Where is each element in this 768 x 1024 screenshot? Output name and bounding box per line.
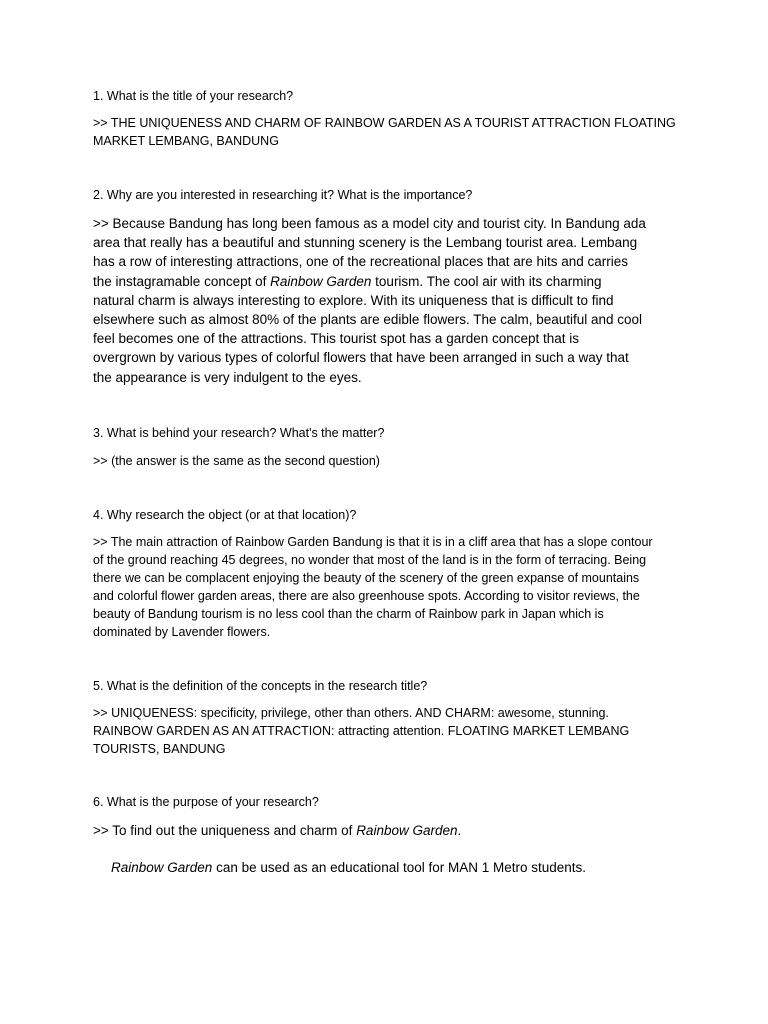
answer-1-line: MARKET LEMBANG, BANDUNG: [93, 134, 279, 148]
answer-5: [93, 704, 678, 758]
answer-6-line: [93, 821, 683, 840]
answer-4-line: >> The main attraction of Rainbow Garden Bandung is that it is in a cliff area that has a slope contour: [93, 535, 653, 549]
answer-4-line: beauty of Bandung tourism is no less cool than the charm of Rainbow park in Japan which is: [93, 607, 604, 621]
answer-1: [93, 114, 678, 150]
answer-3-line: >> (the answer is the same as the second question): [93, 454, 380, 468]
answer-2-line: feel becomes one of the attractions. This tourist spot has a garden concept that is: [93, 331, 580, 347]
answer-2: [93, 214, 683, 387]
answer-1-line: >> THE UNIQUENESS AND CHARM OF RAINBOW GARDEN AS A TOURIST ATTRACTION FLOATING: [93, 116, 676, 130]
answer-2-line: [93, 272, 683, 291]
rainbow-garden-emphasis: Rainbow Garden: [270, 273, 372, 289]
answer-2-line: overgrown by various types of colorful flowers that have been arranged in such a way that: [93, 350, 629, 366]
answer-4-line: dominated by Lavender flowers.: [93, 625, 271, 639]
answer-2-text: the instagramable concept of: [93, 273, 271, 289]
question-1: 1. What is the title of your research?: [93, 89, 294, 103]
answer-4-line: there we can be complacent enjoying the beauty of the scenery of the green expanse of mountains: [93, 571, 640, 585]
answer-5-line: >> UNIQUENESS: specificity, privilege, other than others. AND CHARM: awesome, stunning.: [93, 706, 609, 720]
question-4: 4. Why research the object (or at that location)?: [93, 508, 357, 522]
answer-6-text: .: [457, 823, 462, 838]
question-6: 6. What is the purpose of your research?: [93, 795, 319, 809]
answer-2-text: tourism. The cool air with its charming: [371, 273, 602, 289]
rainbow-garden-emphasis: Rainbow Garden: [111, 860, 213, 875]
answer-4: [93, 533, 678, 641]
answer-2-line: the appearance is very indulgent to the eyes.: [93, 369, 362, 385]
answer-5-line: RAINBOW GARDEN AS AN ATTRACTION: attracting attention. FLOATING MARKET LEMBANG: [93, 724, 630, 738]
answer-6-continued: [93, 858, 683, 877]
question-2: 2. Why are you interested in researching it? What is the importance?: [93, 188, 473, 202]
answer-2-line: natural charm is always interesting to explore. With its uniqueness that is difficult to find: [93, 292, 614, 308]
answer-6-text: >> To find out the uniqueness and charm of: [93, 823, 357, 838]
answer-4-line: of the ground reaching 45 degrees, no wonder that most of the land is in the form of terracing. Being: [93, 553, 647, 567]
answer-3: [93, 452, 678, 470]
answer-4-line: and colorful flower garden areas, there are also greenhouse spots. According to visitor reviews, the: [93, 589, 640, 603]
answer-6-text: can be used as an educational tool for MAN 1 Metro students.: [212, 860, 587, 875]
answer-2-line: area that really has a beautiful and stunning scenery is the Lembang tourist area. Lembang: [93, 235, 638, 251]
answer-6-line: [93, 858, 683, 877]
answer-5-line: TOURISTS, BANDUNG: [93, 742, 226, 756]
question-3: 3. What is behind your research? What's the matter?: [93, 426, 385, 440]
answer-2-line: has a row of interesting attractions, one of the recreational places that are hits and carries: [93, 254, 629, 270]
question-5: 5. What is the definition of the concepts in the research title?: [93, 679, 428, 693]
answer-6: [93, 821, 683, 840]
rainbow-garden-emphasis: Rainbow Garden: [356, 823, 458, 838]
answer-2-line: elsewhere such as almost 80% of the plants are edible flowers. The calm, beautiful and cool: [93, 312, 643, 328]
answer-2-line: >> Because Bandung has long been famous as a model city and tourist city. In Bandung ada: [93, 216, 646, 231]
